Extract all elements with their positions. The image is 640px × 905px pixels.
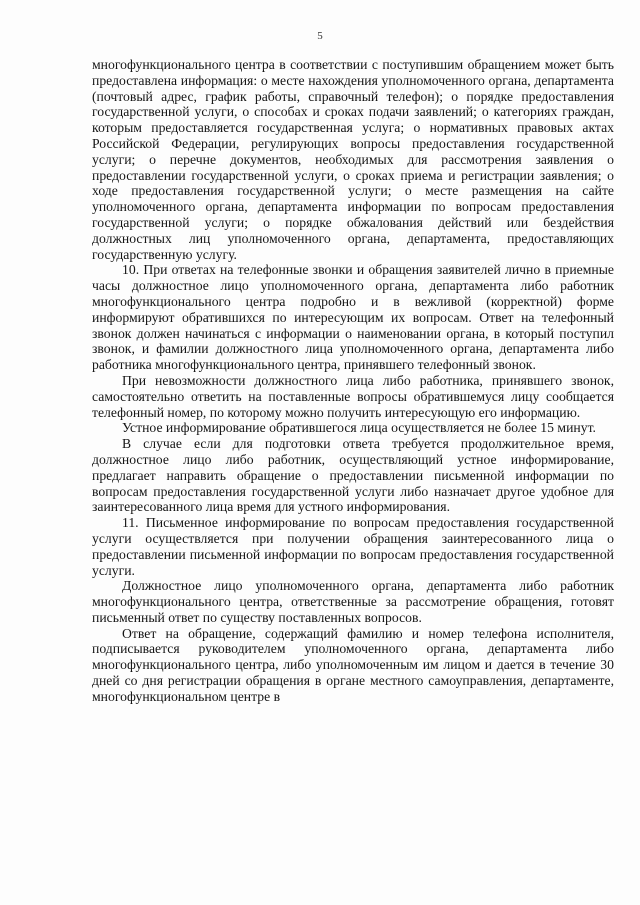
document-body xyxy=(92,57,614,705)
page-number: 5 xyxy=(317,30,323,42)
paragraph-oral-duration: Устное информирование обратившегося лица осуществляется не более 15 минут. xyxy=(122,420,596,436)
paragraph-answer-signing: Ответ на обращение, содержащий фамилию и номер телефона исполнителя, подписывается руководителем уполномоченного органа, департамента либо многофункционального центра, либо уполномоченным им лицом и дается в течение 30 дней со дня регистрации обращения в органе местного самоуправления, департаменте, многофункциональном центре в xyxy=(92,625,614,704)
paragraph-item-11-written-info: 11. Письменное информирование по вопросам предоставления государственной услуги осуществляется при получении обращения заинтересованного лица о предоставлении письменной информации по вопросам предоставления государственной услуги. xyxy=(92,515,614,578)
paragraph-long-preparation: В случае если для подготовки ответа требуется продолжительное время, должностное лицо либо работник, осуществляющий устное информирование, предлагает направить обращение о предоставлении письменной информации по вопросам предоставления государственной услуги либо назначает другое удобное для заинтересованного лица время для устного информирования. xyxy=(92,436,614,515)
paragraph-item-10-phone-answers: 10. При ответах на телефонные звонки и обращения заявителей лично в приемные часы должностное лицо уполномоченного органа, департамента либо работник многофункционального центра подробно и в вежливой (корректной) форме информируют обратившихся по интересующим их вопросам. Ответ на телефонный звонок должен начинаться с информации о наименовании органа, в который поступил звонок, и фамилии должностного лица уполномоченного органа, департамента либо работника многофункционального центра, принявшего телефонный звонок. xyxy=(92,262,614,373)
paragraph-written-answer: Должностное лицо уполномоченного органа, департамента либо работник многофункционального центра, ответственные за рассмотрение обращения, готовят письменный ответ по существу поставленных вопросов. xyxy=(92,578,614,625)
paragraph-information-list: многофункционального центра в соответствии с поступившим обращением может быть предоставлена информация: о месте нахождения уполномоченного органа, департамента (почтовый адрес, график работы, справочный телефон); о порядке предоставления государственной услуги, о способах и сроках подачи заявлений; о категориях граждан, которым предоставляется государственная услуга; о нормативных правовых актах Российской Федерации, регулирующих вопросы предоставления государственной услуги; о перечне документов, необходимых для рассмотрения заявления о предоставлении государственной услуги, о сроках приема и регистрации заявления; о ходе предоставления государственной услуги; о месте размещения на сайте уполномоченного органа, департамента информации по вопросам предоставления государственной услуги; о порядке обжалования действий или бездействия должностных лиц уполномоченного органа, департамента, предоставляющих государственную услугу. xyxy=(92,57,614,262)
paragraph-unable-to-answer: При невозможности должностного лица либо работника, принявшего звонок, самостоятельно ответить на поставленные вопросы обратившемуся лицу сообщается телефонный номер, по которому можно получить интересующую его информацию. xyxy=(92,372,614,420)
